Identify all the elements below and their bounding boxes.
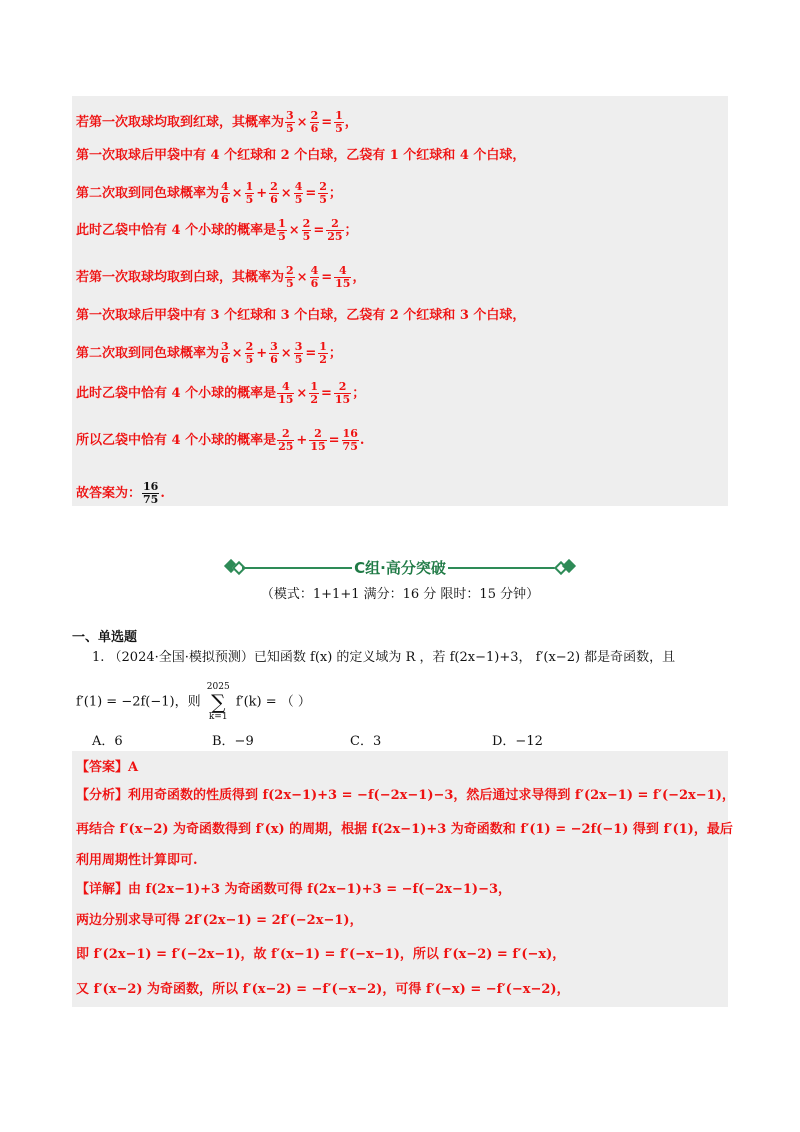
fraction (342, 428, 359, 453)
solution-punct: . (160, 486, 165, 501)
answer-line (76, 758, 138, 778)
solution-punct: ； (328, 346, 342, 361)
solution-text: 此时乙袋中恰有 4 个小球的概率是 (76, 223, 277, 238)
fraction (294, 181, 304, 206)
numerator: 2 (310, 109, 319, 122)
sum-upper: 2025 (206, 682, 230, 692)
numerator: 2 (334, 381, 351, 394)
numerator: 3 (286, 109, 294, 122)
operator: × (231, 186, 243, 201)
solution-line (76, 265, 365, 290)
fraction (269, 341, 279, 366)
denominator: 5 (294, 353, 303, 366)
heading-title: C组·高分突破 (354, 559, 446, 577)
numerator: 16 (143, 480, 159, 493)
solution-text: 第一次取球后甲袋中有 3 个红球和 3 个白球，乙袋有 2 个红球和 3 个白球， (76, 308, 526, 323)
denominator: 6 (310, 277, 319, 290)
numerator: 2 (270, 180, 278, 193)
denominator: 5 (319, 193, 327, 206)
denominator: 15 (334, 393, 351, 406)
numerator: 4 (294, 180, 303, 193)
numerator: 2 (277, 428, 294, 441)
fraction (269, 181, 279, 206)
denominator: 2 (310, 393, 318, 406)
operator: × (296, 270, 308, 285)
fraction (277, 428, 294, 453)
answer-tag: 【分析】 (76, 788, 129, 803)
denominator: 5 (278, 230, 286, 243)
numerator: 2 (309, 428, 326, 441)
section-heading-band (224, 556, 576, 580)
sum-sign: ∑ (211, 690, 226, 714)
answer-text: 利用周期性计算即可. (76, 853, 198, 868)
solution-text: 第二次取到同色球概率为 (76, 346, 220, 361)
fraction (302, 218, 312, 243)
solution-text: 故答案为： (76, 486, 142, 501)
fraction (310, 265, 320, 290)
denominator: 6 (270, 193, 278, 206)
fraction (309, 381, 319, 406)
denominator: 2 (319, 353, 327, 366)
solution-line (76, 481, 165, 506)
solution-line (76, 341, 342, 366)
numerator: 4 (221, 180, 229, 193)
operator: × (296, 386, 308, 401)
solution-line (76, 110, 358, 135)
question-tail: f′(k) = （ ） (235, 694, 311, 710)
solution-punct: ， (344, 115, 358, 130)
denominator: 6 (221, 353, 229, 366)
operator: = (305, 186, 317, 201)
operator: + (256, 346, 268, 361)
solution-punct: . (359, 433, 365, 448)
fraction (220, 181, 230, 206)
numerator: 4 (334, 265, 351, 278)
question-line-2 (76, 682, 311, 722)
operator: + (296, 433, 308, 448)
fraction (277, 218, 287, 243)
solution-text: 第二次取到同色球概率为 (76, 186, 220, 201)
operator: × (231, 346, 243, 361)
solution-line (76, 306, 525, 326)
numerator: 4 (277, 381, 294, 394)
fraction (334, 110, 344, 135)
numerator: 16 (342, 427, 358, 440)
operator: + (256, 186, 268, 201)
fraction (326, 218, 343, 243)
answer-text: 由 f(2x−1)+3 为奇函数可得 f(2x−1)+3 = −f(−2x−1)−3， (128, 882, 512, 897)
answer-text: A (128, 760, 139, 775)
solution-text: 所以乙袋中恰有 4 个小球的概率是 (76, 433, 277, 448)
answer-line (76, 786, 735, 806)
sum-lower: k=1 (208, 712, 228, 722)
fraction (245, 341, 255, 366)
option-c: C．3 (350, 734, 382, 749)
answer-tag: 【答案】 (76, 760, 129, 775)
solution-line (76, 428, 364, 453)
denominator: 75 (342, 440, 358, 453)
answer-line (76, 820, 733, 840)
section-title: 一、单选题 (72, 630, 138, 645)
operator: = (321, 270, 333, 285)
solution-line (76, 218, 358, 243)
answer-text: 即 f′(2x−1) = f′(−2x−1)，故 f′(x−1) = f′(−x−1)，所以 f′(x−2) = f′(−x)， (76, 947, 566, 962)
denominator: 5 (286, 277, 294, 290)
answer-line (76, 911, 363, 931)
solution-line (76, 146, 525, 166)
fraction (142, 481, 159, 506)
numerator: 1 (245, 180, 254, 193)
fraction (318, 181, 328, 206)
fraction (245, 181, 255, 206)
denominator: 6 (310, 122, 319, 135)
denominator: 5 (302, 230, 311, 243)
denominator: 6 (270, 353, 278, 366)
fraction (294, 341, 304, 366)
operator: = (313, 223, 325, 238)
operator: × (280, 346, 292, 361)
denominator: 5 (294, 193, 303, 206)
numerator: 3 (294, 340, 303, 353)
denominator: 5 (245, 193, 254, 206)
solution-punct: ； (328, 186, 342, 201)
numerator: 3 (221, 340, 229, 353)
operator: × (288, 223, 300, 238)
heading-rule-left (242, 567, 352, 569)
option-d: D．−12 (492, 734, 543, 749)
denominator: 75 (143, 493, 159, 506)
heading-rule-right (448, 567, 558, 569)
denominator: 25 (278, 440, 294, 453)
fraction (220, 341, 230, 366)
numerator: 1 (310, 380, 318, 393)
operator: = (328, 433, 340, 448)
fraction (277, 381, 294, 406)
fraction (310, 110, 320, 135)
answer-text: 又 f′(x−2) 为奇函数，所以 f′(x−2) = −f′(−x−2)，可得 f′(−x) = −f′(−x−2)， (76, 982, 570, 997)
operator: × (296, 115, 308, 130)
solution-punct: ； (352, 386, 366, 401)
numerator: 1 (335, 109, 343, 122)
numerator: 1 (278, 217, 286, 230)
answer-line (76, 980, 570, 1000)
solution-line (76, 181, 342, 206)
answer-line (76, 851, 198, 871)
solution-punct: ， (352, 270, 366, 285)
denominator: 15 (310, 440, 326, 453)
fraction (285, 110, 295, 135)
numerator: 2 (326, 218, 343, 231)
numerator: 3 (270, 340, 278, 353)
answer-text: 再结合 f′(x−2) 为奇函数得到 f′(x) 的周期，根据 f(2x−1)+3 为奇函数和 f′(1) = −2f(−1) 得到 f′(1)，最后 (76, 822, 733, 837)
operator: = (321, 115, 333, 130)
numerator: 2 (245, 340, 254, 353)
denominator: 15 (278, 393, 294, 406)
operator: × (280, 186, 292, 201)
fraction (285, 265, 295, 290)
option-b: B．−9 (212, 734, 254, 749)
numerator: 2 (286, 264, 294, 277)
solution-text: 此时乙袋中恰有 4 个小球的概率是 (76, 386, 277, 401)
solution-text: 若第一次取球均取到白球，其概率为 (76, 270, 285, 285)
solution-text: 若第一次取球均取到红球，其概率为 (76, 115, 285, 130)
heading-meta: （模式：1+1+1 满分：16 分 限时：15 分钟） (260, 587, 540, 602)
fraction (309, 428, 326, 453)
option-a: A．6 (92, 734, 123, 749)
answer-text: 利用奇函数的性质得到 f(2x−1)+3 = −f(−2x−1)−3，然后通过求导得到 f′(2x−1) = f′(−2x−1)， (128, 788, 735, 803)
numerator: 1 (319, 340, 327, 353)
solution-line (76, 381, 365, 406)
numerator: 2 (302, 217, 311, 230)
question-line-1: 1. （2024·全国·模拟预测）已知函数 f(x) 的定义域为 R ，若 f(2x−1)+3， f′(x−2) 都是奇函数，且 (92, 650, 676, 665)
answer-line (76, 945, 565, 965)
fraction (334, 265, 351, 290)
denominator: 5 (335, 122, 343, 135)
answer-line (76, 880, 511, 900)
operator: = (320, 386, 332, 401)
fraction (318, 341, 328, 366)
fraction (334, 381, 351, 406)
answer-tag: 【详解】 (76, 882, 129, 897)
answer-text: 两边分别求导可得 2f′(2x−1) = 2f′(−2x−1)， (76, 913, 363, 928)
denominator: 6 (221, 193, 229, 206)
solution-text: 第一次取球后甲袋中有 4 个红球和 2 个白球，乙袋有 1 个红球和 4 个白球， (76, 148, 526, 163)
summation (207, 682, 230, 722)
operator: = (305, 346, 317, 361)
numerator: 2 (319, 180, 327, 193)
denominator: 25 (327, 230, 343, 243)
numerator: 4 (310, 264, 319, 277)
solution-punct: ； (344, 223, 358, 238)
denominator: 5 (286, 122, 294, 135)
question-condition: f′(1) = −2f(−1)，则 (76, 694, 201, 710)
denominator: 5 (245, 353, 254, 366)
denominator: 15 (335, 277, 351, 290)
